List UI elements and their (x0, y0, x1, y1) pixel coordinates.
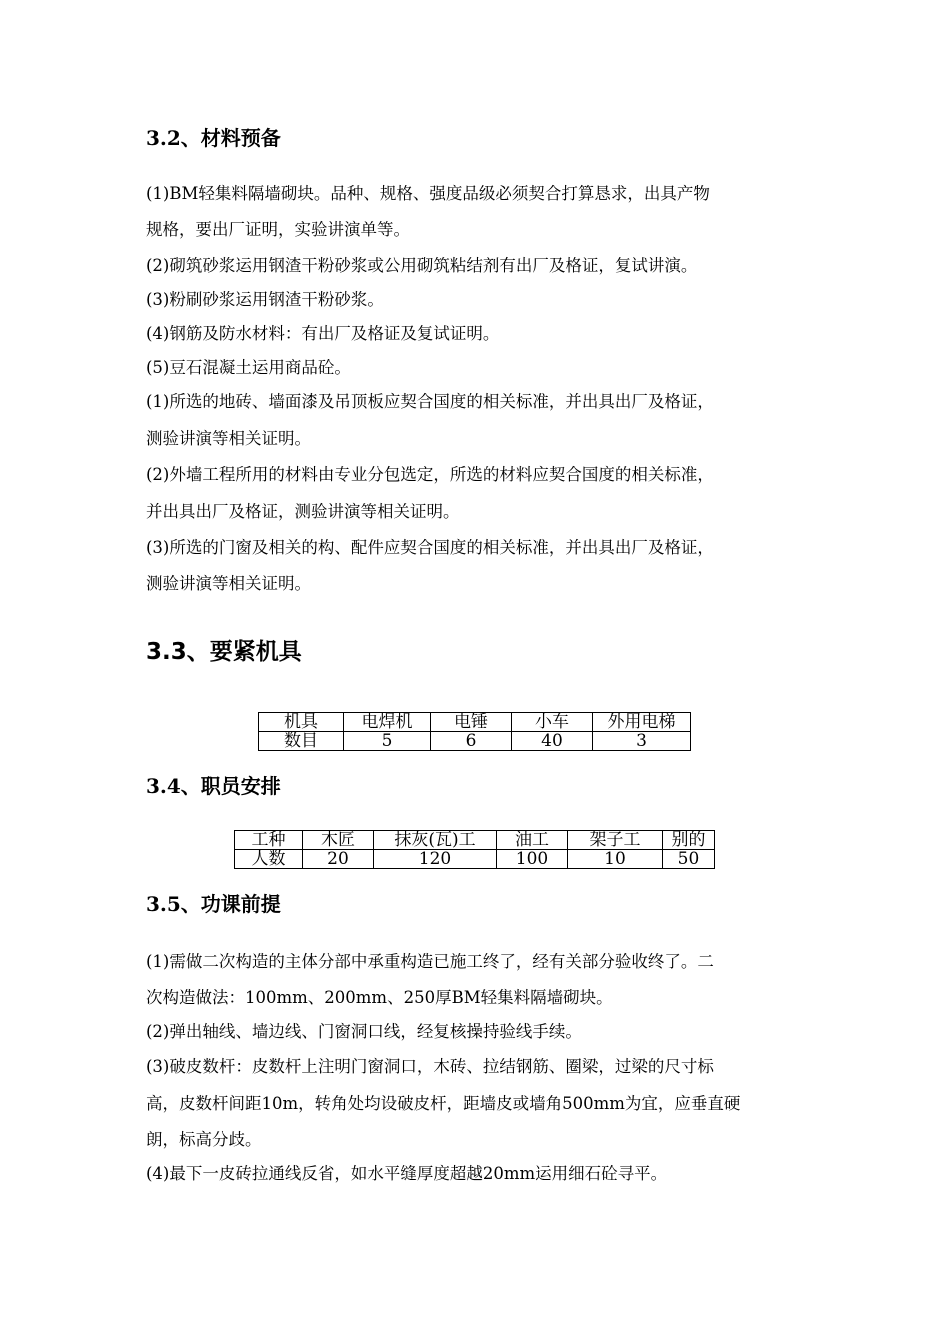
paragraph-line: (2)外墙工程所用的材料由专业分包选定，所选的材料应契合国度的相关标准， (146, 465, 714, 484)
paragraph-line: (3)粉刷砂浆运用钢渣干粉砂浆。 (146, 290, 384, 309)
table-cell: 电锤 (431, 713, 512, 732)
paragraph-line: (4)钢筋及防水材料：有出厂及格证及复试证明。 (146, 324, 500, 343)
paragraph-line: 测验讲演等相关证明。 (146, 429, 311, 448)
section-heading-3-3: 3.3、要紧机具 (146, 639, 302, 665)
table-header-row (235, 831, 715, 850)
table-cell: 6 (431, 732, 512, 751)
table-cell: 人数 (235, 850, 303, 869)
table-cell: 木匠 (303, 831, 374, 850)
paragraph-line: 测验讲演等相关证明。 (146, 574, 311, 593)
paragraph-line: 朗，标高分歧。 (146, 1130, 262, 1149)
paragraph-line: 并出具出厂及格证，测验讲演等相关证明。 (146, 502, 460, 521)
table-cell: 电焊机 (344, 713, 431, 732)
table-cell: 架子工 (568, 831, 663, 850)
paragraph-line: 高，皮数杆间距10m，转角处均设破皮杆，距墙皮或墙角500mm为宜，应垂直硬 (146, 1094, 741, 1113)
table-cell: 数目 (259, 732, 344, 751)
table-header-row (259, 713, 691, 732)
equipment-table (258, 712, 691, 751)
paragraph-line: (1)BM轻集料隔墙砌块。品种、规格、强度品级必须契合打算恳求，出具产物 (146, 184, 710, 203)
section-heading-3-2: 3.2、材料预备 (146, 126, 281, 150)
table-cell: 10 (568, 850, 663, 869)
paragraph-line: (3)破皮数杆：皮数杆上注明门窗洞口，木砖、拉结钢筋、圈梁，过梁的尺寸标 (146, 1057, 714, 1076)
table-cell: 50 (663, 850, 715, 869)
staffing-table (234, 830, 715, 869)
table-cell: 外用电梯 (593, 713, 691, 732)
paragraph-line: (4)最下一皮砖拉通线反省，如水平缝厚度超越20mm运用细石砼寻平。 (146, 1164, 668, 1183)
paragraph-line: (5)豆石混凝土运用商品砼。 (146, 358, 351, 377)
paragraph-line: 次构造做法：100mm、200mm、250厚BM轻集料隔墙砌块。 (146, 988, 613, 1007)
table-cell: 机具 (259, 713, 344, 732)
table-row (259, 732, 691, 751)
table-cell: 工种 (235, 831, 303, 850)
section-heading-3-5: 3.5、功课前提 (146, 892, 281, 916)
table-cell: 20 (303, 850, 374, 869)
table-cell: 别的 (663, 831, 715, 850)
table-cell: 小车 (512, 713, 593, 732)
table-cell: 抹灰(瓦)工 (374, 831, 497, 850)
paragraph-line: (1)需做二次构造的主体分部中承重构造已施工终了，经有关部分验收终了。二 (146, 952, 714, 971)
table-cell: 40 (512, 732, 593, 751)
table-cell: 3 (593, 732, 691, 751)
paragraph-line: (2)砌筑砂浆运用钢渣干粉砂浆或公用砌筑粘结剂有出厂及格证，复试讲演。 (146, 256, 698, 275)
paragraph-line: 规格，要出厂证明，实验讲演单等。 (146, 220, 410, 239)
table-cell: 100 (497, 850, 568, 869)
table-cell: 油工 (497, 831, 568, 850)
table-cell: 5 (344, 732, 431, 751)
paragraph-line: (3)所选的门窗及相关的构、配件应契合国度的相关标准，并出具出厂及格证， (146, 538, 714, 557)
section-heading-3-4: 3.4、职员安排 (146, 774, 281, 798)
paragraph-line: (1)所选的地砖、墙面漆及吊顶板应契合国度的相关标准，并出具出厂及格证， (146, 392, 714, 411)
paragraph-line: (2)弹出轴线、墙边线、门窗洞口线，经复核操持验线手续。 (146, 1022, 582, 1041)
table-row (235, 850, 715, 869)
table-cell: 120 (374, 850, 497, 869)
